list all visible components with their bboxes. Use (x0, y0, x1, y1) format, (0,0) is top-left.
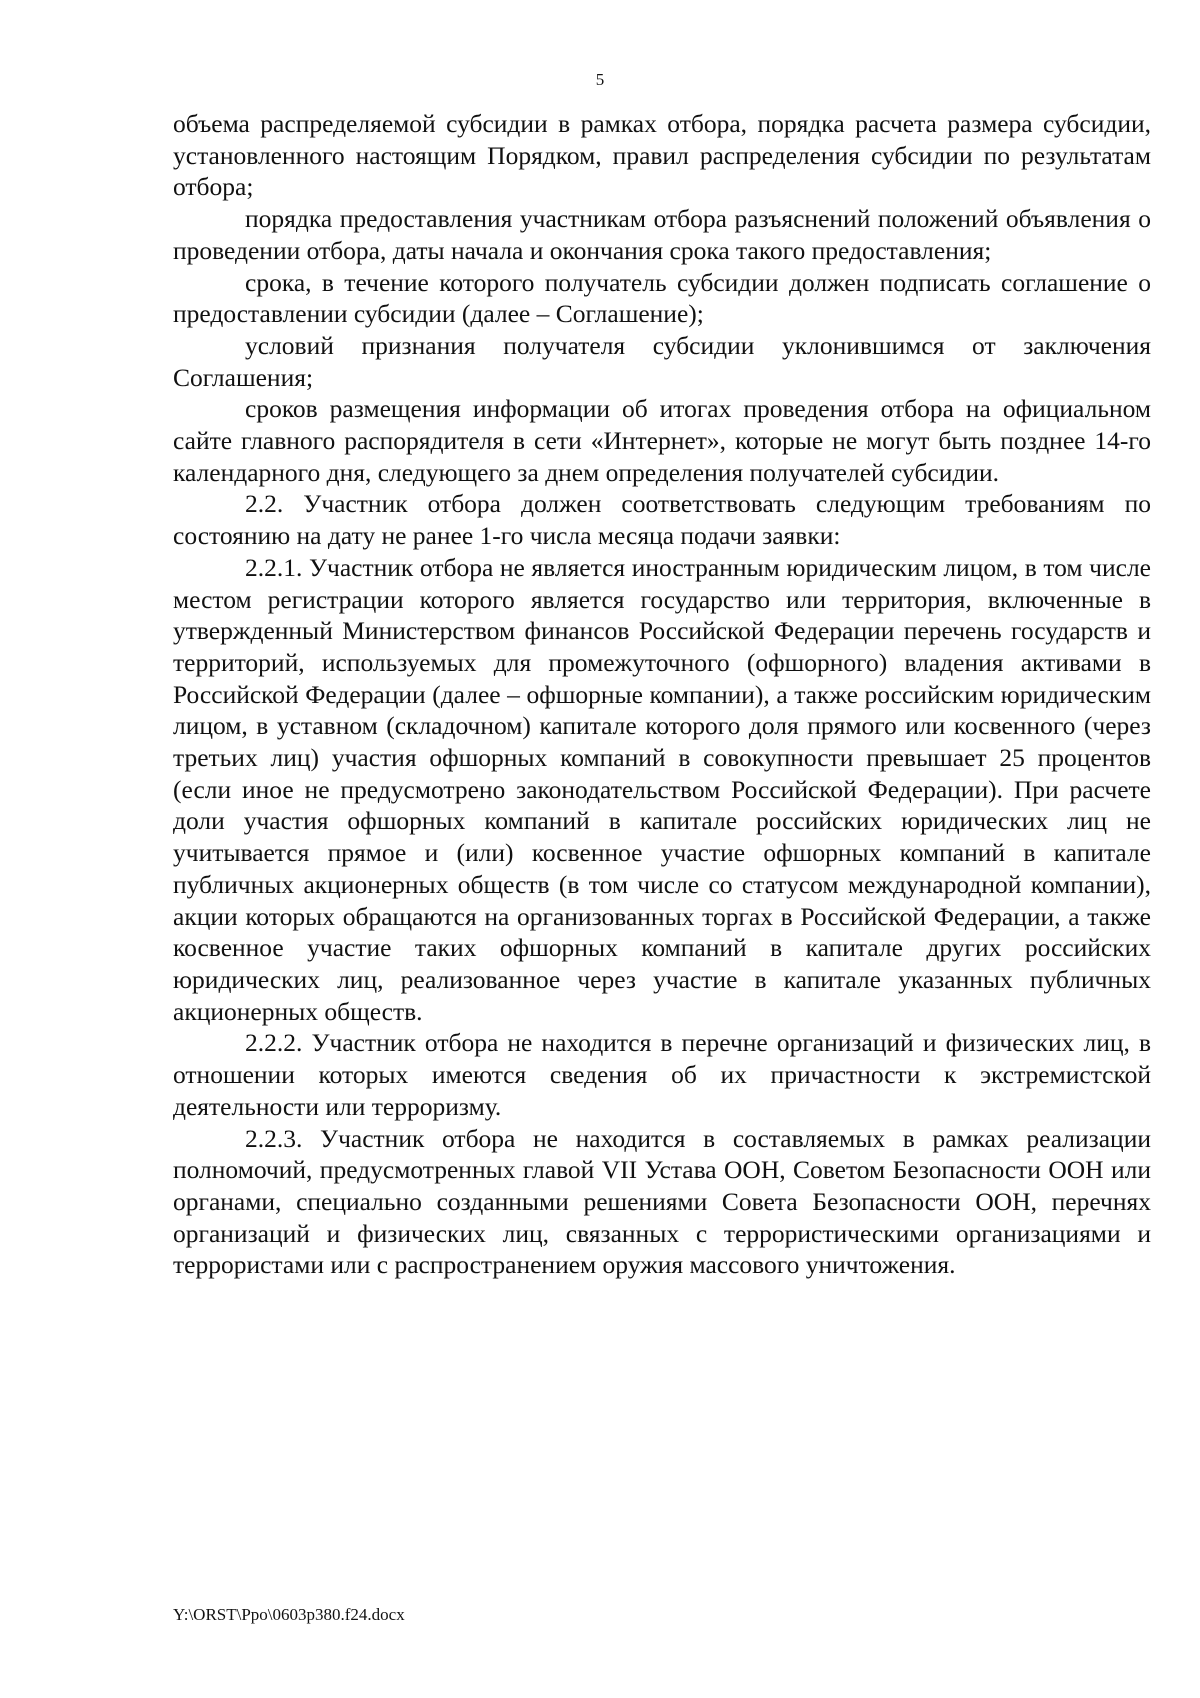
paragraph: объема распределяемой субсидии в рамках отбора, порядка расчета размера субсидии, установленного настоящим Порядком, правил распределения субсидии по результатам отбора; (173, 109, 1151, 202)
paragraph: порядка предоставления участникам отбора разъяснений положений объявления о проведении отбора, даты начала и окончания срока такого предоставления; (173, 204, 1151, 265)
document-body (173, 108, 1151, 1281)
paragraph: условий признания получателя субсидии уклонившимся от заключения Соглашения; (173, 330, 1151, 392)
paragraph: 2.2.2. Участник отбора не находится в перечне организаций и физических лиц, в отношении которых имеются сведения об их причастности к экстремистской деятельности или терроризму. (173, 1028, 1151, 1121)
paragraph: 2.2. Участник отбора должен соответствовать следующим требованиям по состоянию на дату не ранее 1-го числа месяца подачи заявки: (173, 489, 1151, 551)
paragraph: 2.2.3. Участник отбора не находится в составляемых в рамках реализации полномочий, предусмотренных главой VII Устава ООН, Советом Безопасности ООН или органами, специально созданными решениями Совета Безопасности ООН, перечнях организаций и физических лиц, связанных с террористическими организациями и террористами или с распространением оружия массового уничтожения. (173, 1123, 1151, 1280)
file-path-footer: Y:\ORST\Ppo\0603p380.f24.docx (173, 1605, 405, 1624)
paragraph: срока, в течение которого получатель субсидии должен подписать соглашение о предоставлении субсидии (далее – Соглашение); (173, 267, 1151, 329)
page-number: 5 (595, 70, 605, 89)
paragraph: сроков размещения информации об итогах проведения отбора на официальном сайте главного распорядителя в сети «Интернет», которые не могут быть позднее 14-го календарного дня, следующего за днем определения получателей субсидии. (173, 394, 1151, 487)
paragraph: 2.2.1. Участник отбора не является иностранным юридическим лицом, в том числе местом регистрации которого является государство или территория, включенные в утвержденный Министерством финансов Российской Федерации перечень государств и территорий, используемых для промежуточного (офшорного) владения активами в Российской Федерации (далее – офшорные компании), а также российским юридическим лицом, в уставном (складочном) капитале которого доля прямого или косвенного (через третьих лиц) участия офшорных компаний в совокупности превышает 25 процентов (если иное не предусмотрено законодательством Российской Федерации). При расчете доли участия офшорных компаний в капитале российских юридических лиц не учитывается прямое и (или) косвенное участие офшорных компаний в капитале публичных акционерных обществ (в том числе со статусом международной компании), акции которых обращаются на организованных торгах в Российской Федерации, а также косвенное участие таких офшорных компаний в капитале других российских юридических лиц, реализованное через участие в капитале указанных публичных акционерных обществ. (173, 552, 1151, 1026)
